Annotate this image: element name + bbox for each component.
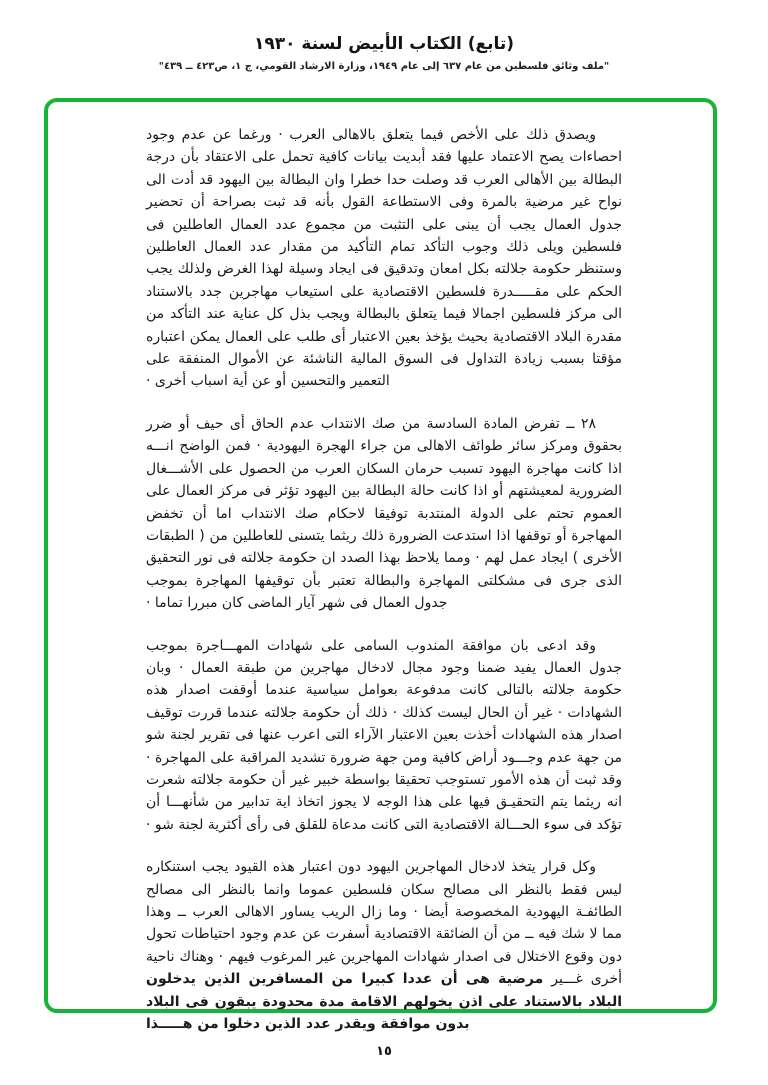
page-title: (تابع) الكتاب الأبيض لسنة ١٩٣٠ [253, 34, 515, 54]
document-header [0, 34, 768, 72]
paragraph-1: ويصدق ذلك على الأخص فيما يتعلق بالاهالى العرب · ورغما عن عدم وجود احصاءات يصح الاعتماد عليها فقد أبديت بيانات كافية تحمل على الاعتقاد بأن درجة البطالة بين الأهالى العرب قد وصلت حدا خطرا وان البطالة بين اليهود قد أدت الى نواح غير مرضية بالمرة وفى الاستطاعة القول بأنه قد ثبت بصراحة أن تحضير جدول العمال يجب أن يبنى على التثبت من مجموع عدد العمال العاطلين فى فلسطين ويلى ذلك وجوب التأكد تمام التأكيد من مقدار عدد العمال العاطلين وستنظر حكومة جلالته بكل امعان وتدقيق فى ايجاد وسيلة لهذا الغرض ولذلك يجب الحكم على مقـــــدرة فلسطين الاقتصادية على استيعاب مهاجرين جدد بالاستناد الى مركز فلسطين اجمالا فيما يتعلق بالبطالة ويجب بذل كل عناية عند التأكد من مقدرة البلاد الاقتصادية بحيث يؤخذ بعين الاعتبار أى طلب على العمال يمكن اعتباره مؤقتا بسبب زيادة التداول فى السوق المالية الناشئة عن الأموال المنفقة على التعمير والتحسين أو عن أية اسباب أخرى · [146, 127, 622, 390]
paragraph-2: ٢٨ ــ تفرض المادة السادسة من صك الانتداب عدم الحاق أى حيف أو ضرر بحقوق ومركز سائر طوائف الاهالى من جراء الهجرة اليهودية · فمن الواضح انـــه اذا كانت مهاجرة اليهود تسبب حرمان السكان العرب من الحصول على الأشـــغال الضرورية لمعيشتهم أو اذا كانت حالة البطالة بين اليهود تؤثر فى مركز العمال على العموم تحتم على الدولة المنتدبة توفيقا لاحكام صك الانتداب اما أن تخفض المهاجرة أو توقفها اذا استدعت الضرورة ذلك ريثما يتسنى للعاطلين من ( الطبقات الأخرى ) ايجاد عمل لهم · ومما يلاحظ بهذا الصدد ان حكومة جلالته فى نور التحقيق الذى جرى فى مشكلتى المهاجرة والبطالة تعتبر بأن توقيفها المهاجرة بموجب جدول العمال فى شهر آيار الماضى كان مبررا تماما · [146, 415, 622, 612]
page-number: ١٥ [376, 1044, 392, 1059]
source-citation: "ملف وثائق فلسطين من عام ٦٣٧ إلى عام ١٩٤٩، وزارة الارشاد القومي، ج ١، ص٤٢٣ ــ ٤٣٩" [158, 61, 610, 72]
paragraph-4-normal-text: وكل قرار يتخذ لادخال المهاجرين اليهود دون اعتبار هذه القيود يجب استنكاره ليس فقط بالنظر الى مصالح سكان فلسطين عموما وانما بالنظر الى مصالح الطائفـة اليهودية المخصوصة أيضا · وما زال الريب يساور الاهالى العرب ــ وهذا مما لا شك فيه ــ من أن الضائقة الاقتصادية أسفرت عن عدم وجود احتياطات تحول دون وقوع الاختلال فى اصدار شهادات المهاجرين غير المرغوب فيهم · وهناك ناحية أخرى غـــير [146, 859, 623, 988]
paragraph-4 [146, 856, 622, 1035]
paragraph-4-bold-continuation: مرضية هى أن عددا كبيرا من المسافرين الذين يدخلون البلاد بالاستناد على اذن يخولهم الاقامة مدة محدودة يبقون فى البلاد بدون موافقة ويقدر عدد الذين دخلوا من هـــــذا [146, 971, 622, 1033]
document-body [146, 124, 622, 1035]
paragraph-3: وقد ادعى بان موافقة المندوب السامى على شهادات المهـــاجرة بموجب جدول العمال يفيد ضمنا وجود مجال لادخال مهاجرين من طبقة العمال · وبان حكومة جلالته بالتالى كانت مدفوعة بعوامل سياسية عندما أوقفت اصدار هذه الشهادات · غير أن الحال ليست كذلك · ذلك أن حكومة جلالته عندما قررت توقيف اصدار هذه الشهادات أخذت بعين الاعتبار الآراء التى اعرب عنها فى تقرير لجنة شو من جهة عدم وجـــود أراض كافية ومن جهة ضرورة تشديد المراقبة على المهاجرة · وقد ثبت أن هذه الأمور تستوجب تحقيقا بواسطة خبير غير أن حكومة جلالته شعرت انه ريثما يتم التحقيـق فيها على هذا الوجه لا يجوز اتخاذ اية تدابير من شأنهـــا أن تؤكد فى سوء الحـــالة الاقتصادية التى كانت مدعاة للقلق فى رأى أكثرية لجنة شو · [146, 637, 622, 833]
